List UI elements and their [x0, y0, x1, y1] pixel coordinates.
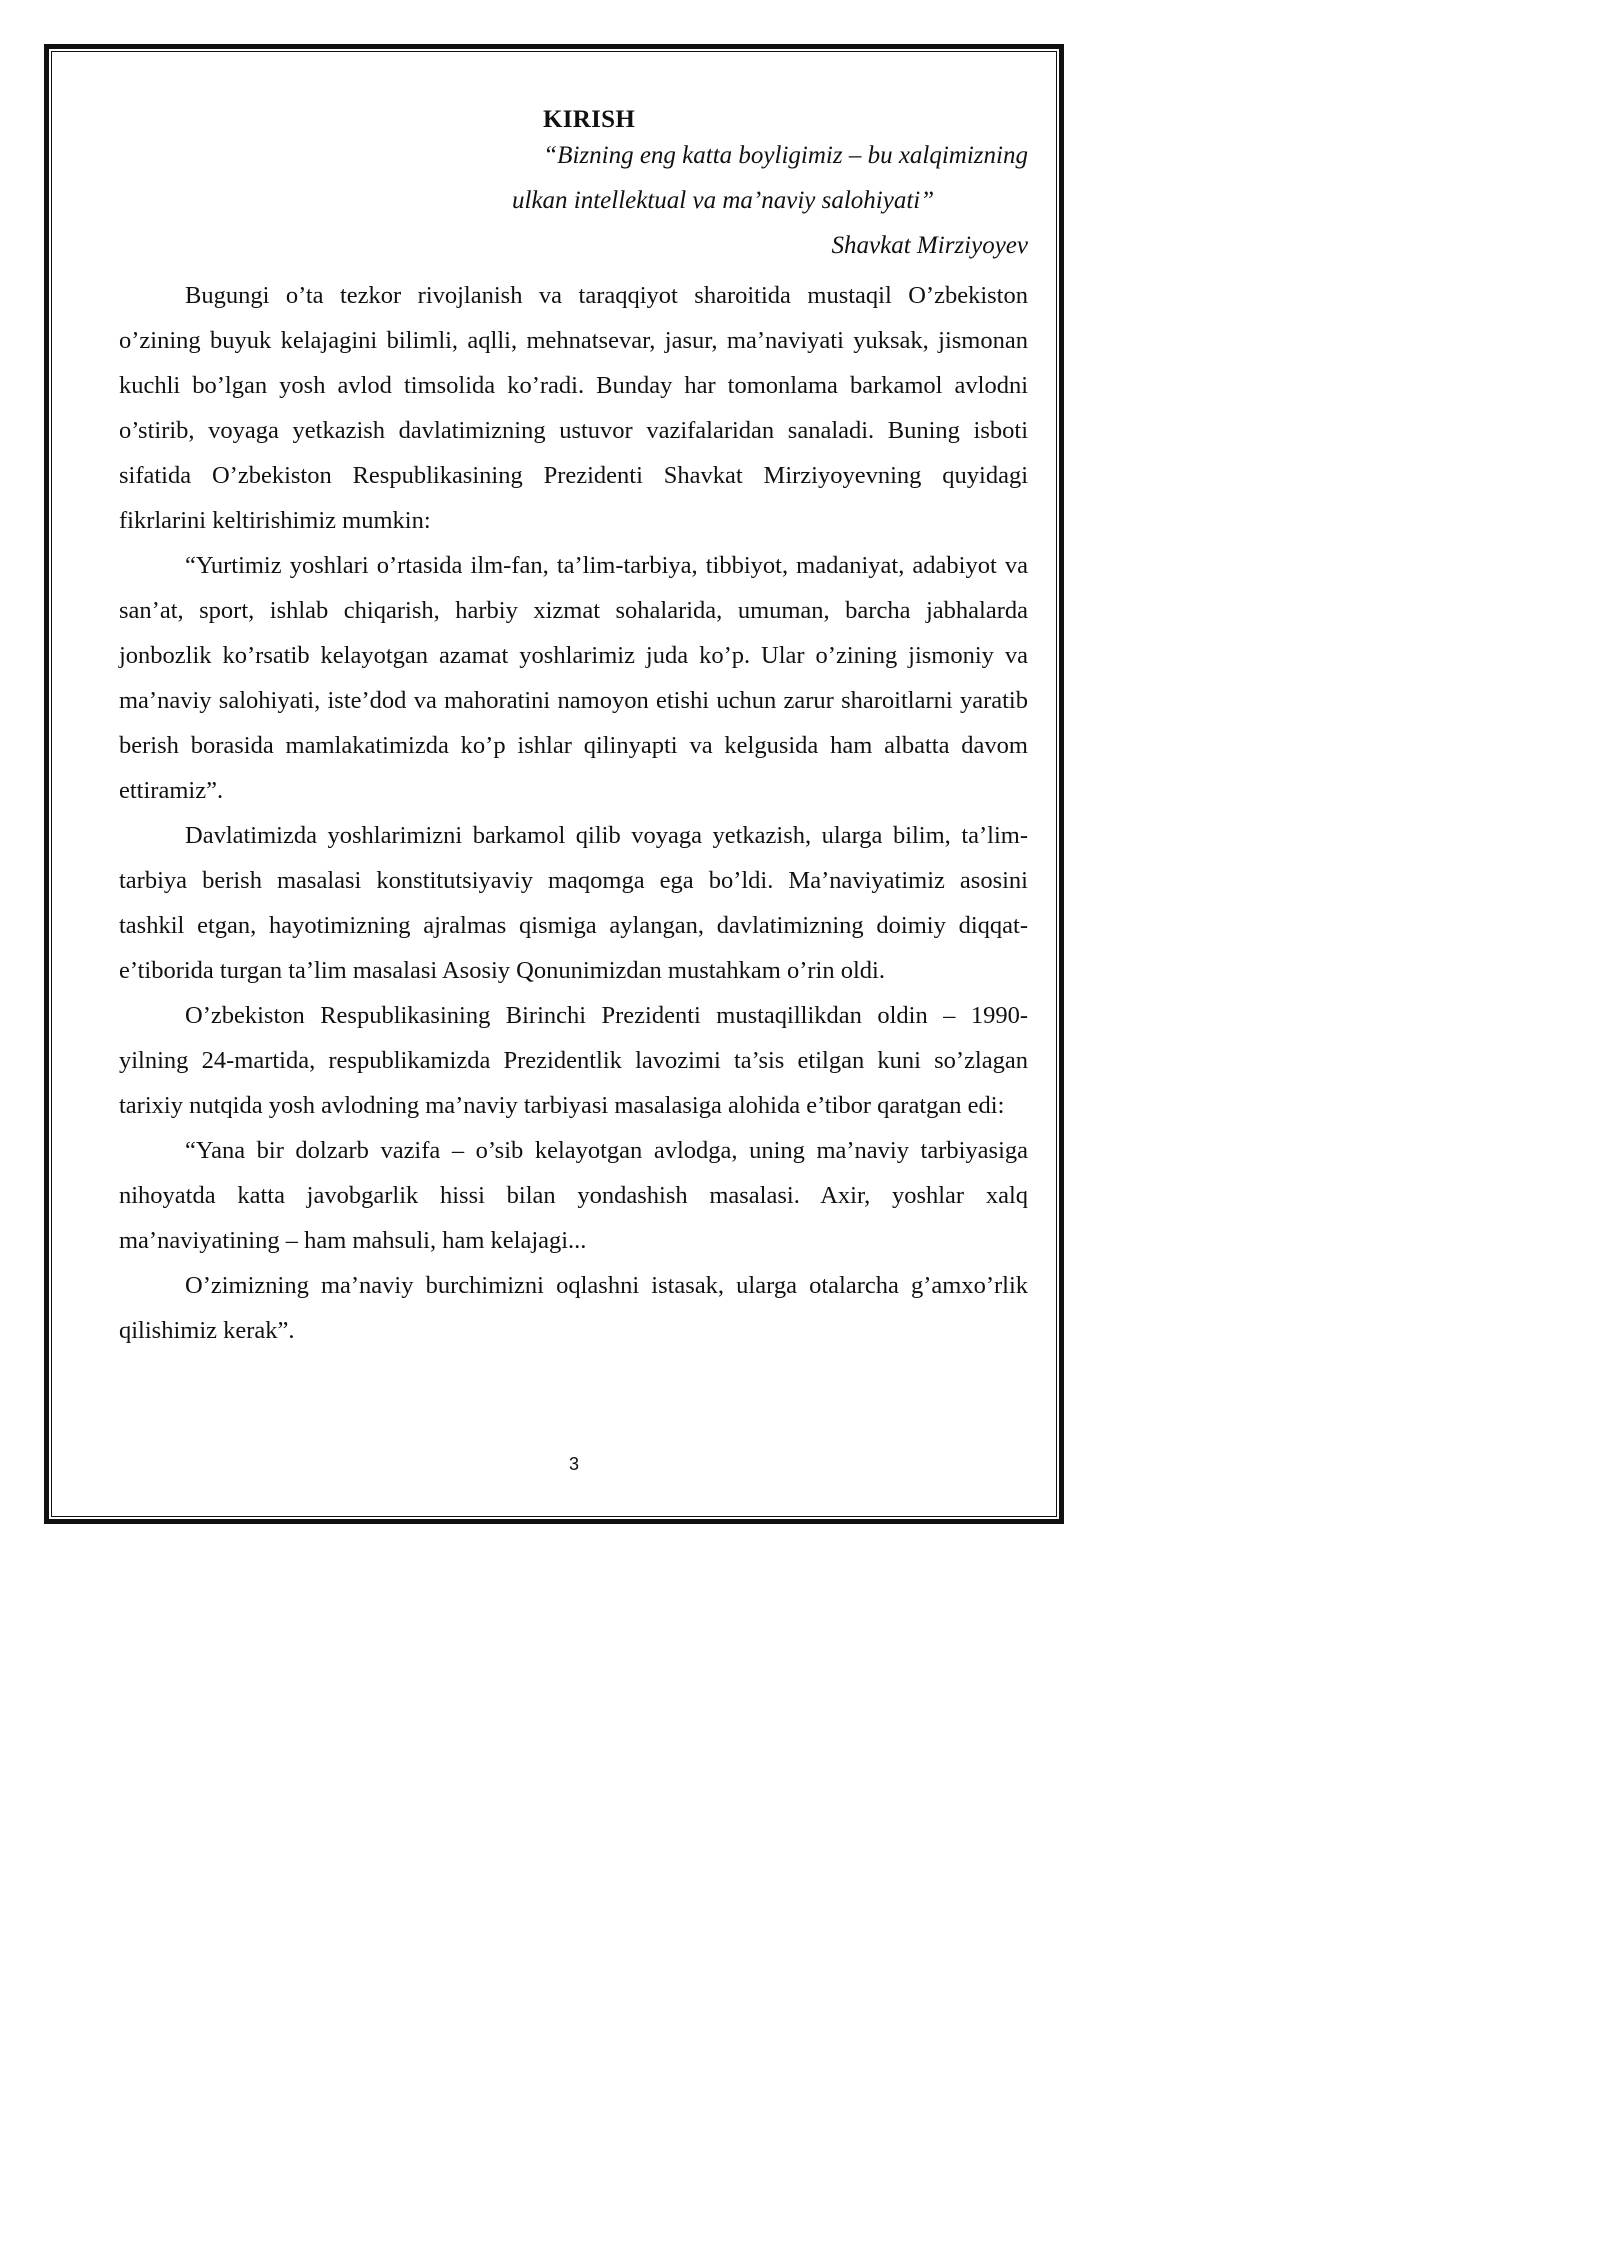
- body-text: [119, 273, 1028, 1353]
- paragraph: O’zbekiston Respublikasining Birinchi Prezidenti mustaqillikdan oldin – 1990-yilning 24-martida, respublikamizda Prezidentlik lavozimi ta’sis etilgan kuni so’zlagan tarixiy nutqida yosh avlodning ma’naviy tarbiyasi masalasiga alohida e’tibor qaratgan edi:: [119, 1002, 1028, 1119]
- page-number: 3: [568, 1454, 579, 1474]
- paragraph-quote: “Yurtimiz yoshlari o’rtasida ilm-fan, ta’lim-tarbiya, tibbiyot, madaniyat, adabiyot va san’at, sport, ishlab chiqarish, harbiy xizmat sohalarida, umuman, barcha jabhalarda jonbozlik ko’rsatib kelayotgan azamat yoshlarimiz juda ko’p. Ular o’zining jismoniy va ma’naviy salohiyati, iste’dod va mahoratini namoyon etishi uchun zarur sharoitlarni yaratib berish borasida mamlakatimizda ko’p ishlar qilinyapti va kelgusida ham albatta davom ettiramiz”.: [119, 552, 1028, 804]
- page-heading: KIRISH: [543, 106, 636, 133]
- paragraph-quote: O’zimizning ma’naviy burchimizni oqlashni istasak, ularga otalarcha g’amxo’rlik qilishimiz kerak”.: [119, 1272, 1028, 1344]
- paragraph: Davlatimizda yoshlarimizni barkamol qilib voyaga yetkazish, ularga bilim, ta’lim-tarbiya berish masalasi konstitutsiyaviy maqomga ega bo’ldi. Ma’naviyatimiz asosini tashkil etgan, hayotimizning ajralmas qismiga aylangan, davlatimizning doimiy diqqat-e’tiborida turgan ta’lim masalasi Asosiy Qonunimizdan mustahkam o’rin oldi.: [119, 822, 1028, 984]
- epigraph-line-1: “Bizning eng katta boyligimiz – bu xalqimizning: [543, 142, 1028, 169]
- paragraph-quote: “Yana bir dolzarb vazifa – o’sib kelayotgan avlodga, uning ma’naviy tarbiyasiga nihoyatda katta javobgarlik hissi bilan yondashish masalasi. Axir, yoshlar xalq ma’naviyatining – ham mahsuli, ham kelajagi...: [119, 1137, 1028, 1254]
- paragraph: Bugungi o’ta tezkor rivojlanish va taraqqiyot sharoitida mustaqil O’zbekiston o’zining buyuk kelajagini bilimli, aqlli, mehnatsevar, jasur, ma’naviyati yuksak, jismonan kuchli bo’lgan yosh avlod timsolida ko’radi. Bunday har tomonlama barkamol avlodni o’stirib, voyaga yetkazish davlatimizning ustuvor vazifalaridan sanaladi. Buning isboti sifatida O’zbekiston Respublikasining Prezidenti Shavkat Mirziyoyevning quyidagi fikrlarini keltirishimiz mumkin:: [119, 282, 1028, 534]
- epigraph-line-2: ulkan intellektual va ma’naviy salohiyati”: [512, 187, 935, 214]
- epigraph-author: Shavkat Mirziyoyev: [831, 232, 1028, 259]
